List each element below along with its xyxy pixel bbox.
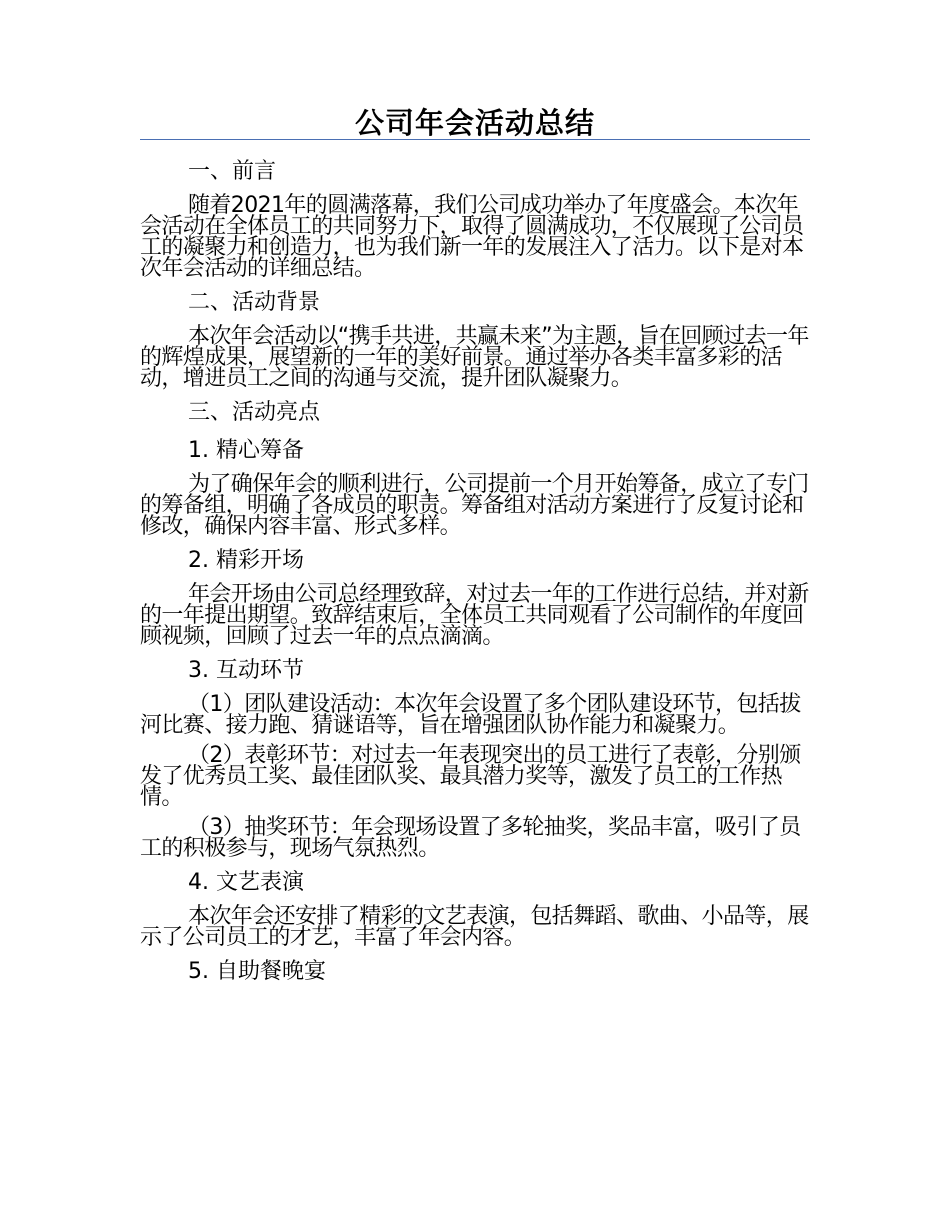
paragraph-background: 本次年会活动以“携手共进，共赢未来”为主题，旨在回顾过去一年的辉煌成果，展望新的一年的美好前景。通过举办各类丰富多彩的活动，增进员工之间的沟通与交流，提升团队凝聚力。 [140,324,809,391]
paragraph-awards: （2）表彰环节：对过去一年表现突出的员工进行了表彰，分别颁发了优秀员工奖、最佳团队奖、最具潜力奖等，激发了员工的工作热情。 [140,743,801,810]
paragraph-lottery: （3）抽奖环节：年会现场设置了多轮抽奖，奖品丰富，吸引了员工的积极参与，现场气氛热烈。 [140,815,801,861]
paragraph-opening: 年会开场由公司总经理致辞，对过去一年的工作进行总结，并对新的一年提出期望。致辞结束后，全体员工共同观看了公司制作的年度回顾视频，回顾了过去一年的点点滴滴。 [140,582,809,649]
section-heading-preface: 一、前言 [188,159,277,184]
subheading-interaction: 3. 互动环节 [188,658,304,683]
subheading-buffet-dinner: 5. 自助餐晚宴 [188,959,326,984]
subheading-performance: 4. 文艺表演 [188,870,304,895]
subheading-preparation: 1. 精心筹备 [188,438,304,463]
paragraph-preparation: 为了确保年会的顺利进行，公司提前一个月开始筹备，成立了专门的筹备组，明确了各成员的职责。筹备组对活动方案进行了反复讨论和修改，确保内容丰富、形式多样。 [140,472,809,539]
paragraph-performance: 本次年会还安排了精彩的文艺表演，包括舞蹈、歌曲、小品等，展示了公司员工的才艺，丰富了年会内容。 [140,904,809,950]
subheading-opening: 2. 精彩开场 [188,548,304,573]
paragraph-preface: 随着2021年的圆满落幕，我们公司成功举办了年度盛会。本次年会活动在全体员工的共同努力下，取得了圆满成功，不仅展现了公司员工的凝聚力和创造力，也为我们新一年的发展注入了活力。以下是对本次年会活动的详细总结。 [140,193,804,281]
section-heading-highlights: 三、活动亮点 [188,400,321,425]
document-body [140,157,810,995]
section-heading-background: 二、活动背景 [188,290,321,315]
title-underline [140,139,810,140]
paragraph-team-building: （1）团队建设活动：本次年会设置了多个团队建设环节，包括拔河比赛、接力跑、猜谜语等，旨在增强团队协作能力和凝聚力。 [140,692,801,738]
document-title: 公司年会活动总结 [354,106,595,140]
